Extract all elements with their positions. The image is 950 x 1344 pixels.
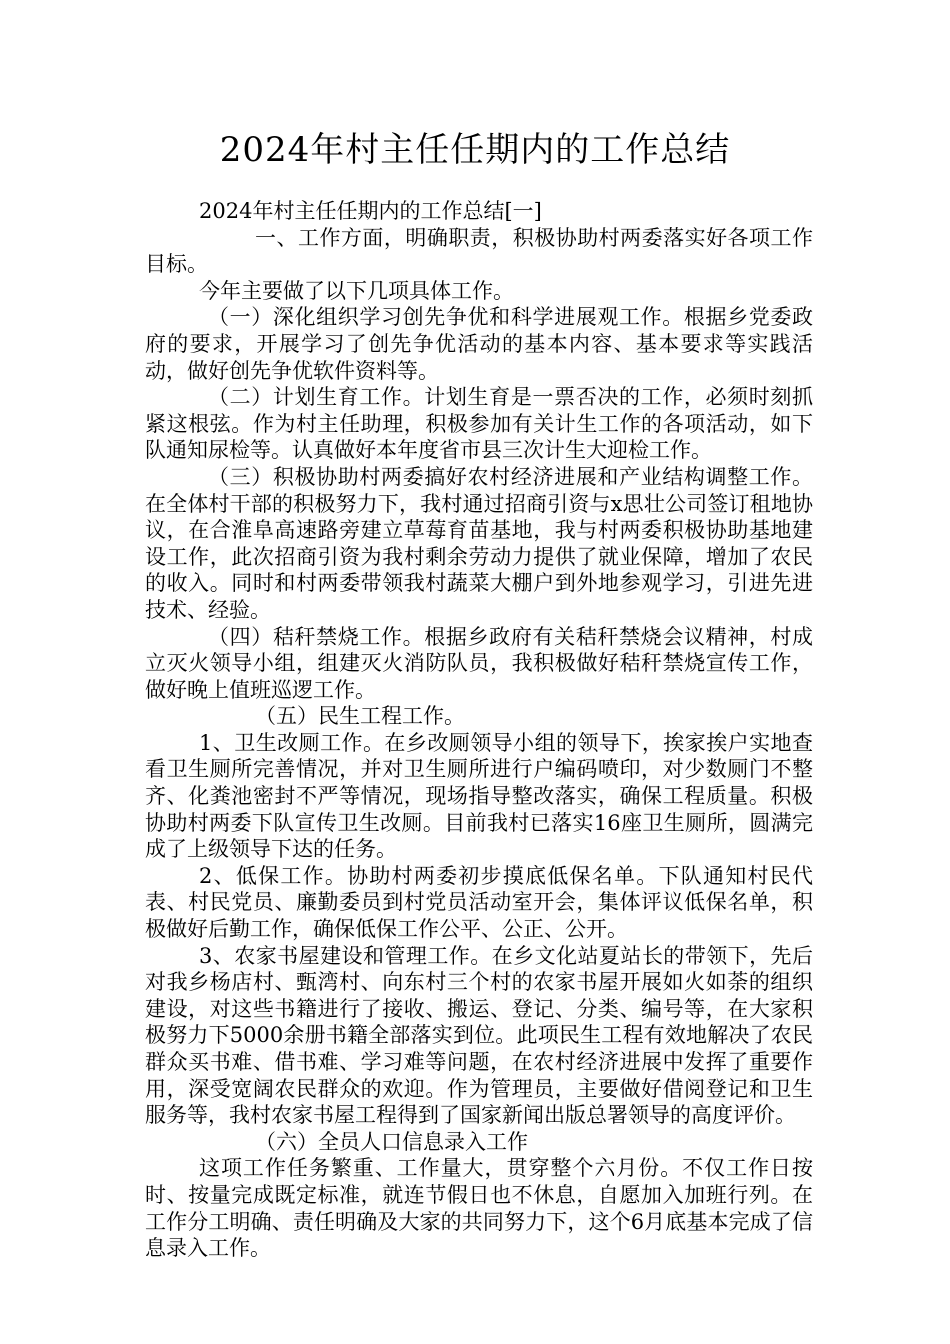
paragraph-item-1: （一）深化组织学习创先争优和科学进展观工作。根据乡党委政府的要求，开展学习了创先争优活动的基本内容、基本要求等实践活动，做好创先争优软件资料等。: [145, 305, 813, 383]
paragraph-item-3: （三）积极协助村两委搞好农村经济进展和产业结构调整工作。在全体村干部的积极努力下，我村通过招商引资与x思壮公司签订租地协议，在合淮阜高速路旁建立草莓育苗基地，我与村两委积极协助基地建设工作，此次招商引资为我村剩余劳动力提供了就业保障，增加了农民的收入。同时和村两委带领我村蔬菜大棚户到外地参观学习，引进先进技术、经验。: [145, 464, 813, 622]
document-title: 2024年村主任任期内的工作总结: [219, 130, 731, 170]
paragraph-data-entry: 这项工作任务繁重、工作量大，贯穿整个六月份。不仅工作日按时、按量完成既定标准，就连节假日也不休息，自愿加入加班行列。在工作分工明确、责任明确及大家的共同努力下，这个6月底基本完成了信息录入工作。: [145, 1156, 813, 1261]
document-body: [145, 198, 813, 1262]
paragraph-low-income: 2、低保工作。协助村两委初步摸底低保名单。下队通知村民代表、村民党员、廉勤委员到村党员活动室开会，集体评议低保名单，积极做好后勤工作，确保低保工作公平、公正、公开。: [145, 863, 813, 942]
paragraph-sanitation: 1、卫生改厕工作。在乡改厕领导小组的领导下，挨家挨户实地查看卫生厕所完善情况，并对卫生厕所进行户编码喷印，对少数厕门不整齐、化粪池密封不严等情况，现场指导整改落实，确保工程质量。积极协助村两委下队宣传卫生改厕。目前我村已落实16座卫生厕所，圆满完成了上级领导下达的任务。: [145, 730, 813, 862]
section-heading-work: 一、工作方面，明确职责，积极协助村两委落实好各项工作目标。: [145, 225, 813, 277]
paragraph-item-2: （二）计划生育工作。计划生育是一票否决的工作，必须时刻抓紧这根弦。作为村主任助理，积极参加有关计生工作的各项活动，如下队通知尿检等。认真做好本年度省市县三次计生大迎检工作。: [145, 385, 813, 463]
intro-paragraph: 今年主要做了以下几项具体工作。: [199, 278, 514, 303]
subsection-heading-6: （六）全员人口信息录入工作: [255, 1129, 528, 1154]
paragraph-item-4: （四）秸秆禁烧工作。根据乡政府有关秸秆禁烧会议精神，村成立灭火领导小组，组建灭火消防队员，我积极做好秸秆禁烧宣传工作，做好晚上值班巡逻工作。: [145, 624, 813, 702]
paragraph-library: 3、农家书屋建设和管理工作。在乡文化站夏站长的带领下，先后对我乡杨店村、甄湾村、向东村三个村的农家书屋开展如火如荼的组织建设，对这些书籍进行了接收、搬运、登记、分类、编号等，在大家积极努力下5000余册书籍全部落实到位。此项民生工程有效地解决了农民群众买书难、借书难、学习难等问题，在农村经济进展中发挥了重要作用，深受宽阔农民群众的欢迎。作为管理员，主要做好借阅登记和卫生服务等，我村农家书屋工程得到了国家新闻出版总署领导的高度评价。: [145, 943, 813, 1128]
subsection-heading-5: （五）民生工程工作。: [255, 704, 465, 729]
subtitle-paragraph: 2024年村主任任期内的工作总结[一]: [199, 199, 542, 223]
